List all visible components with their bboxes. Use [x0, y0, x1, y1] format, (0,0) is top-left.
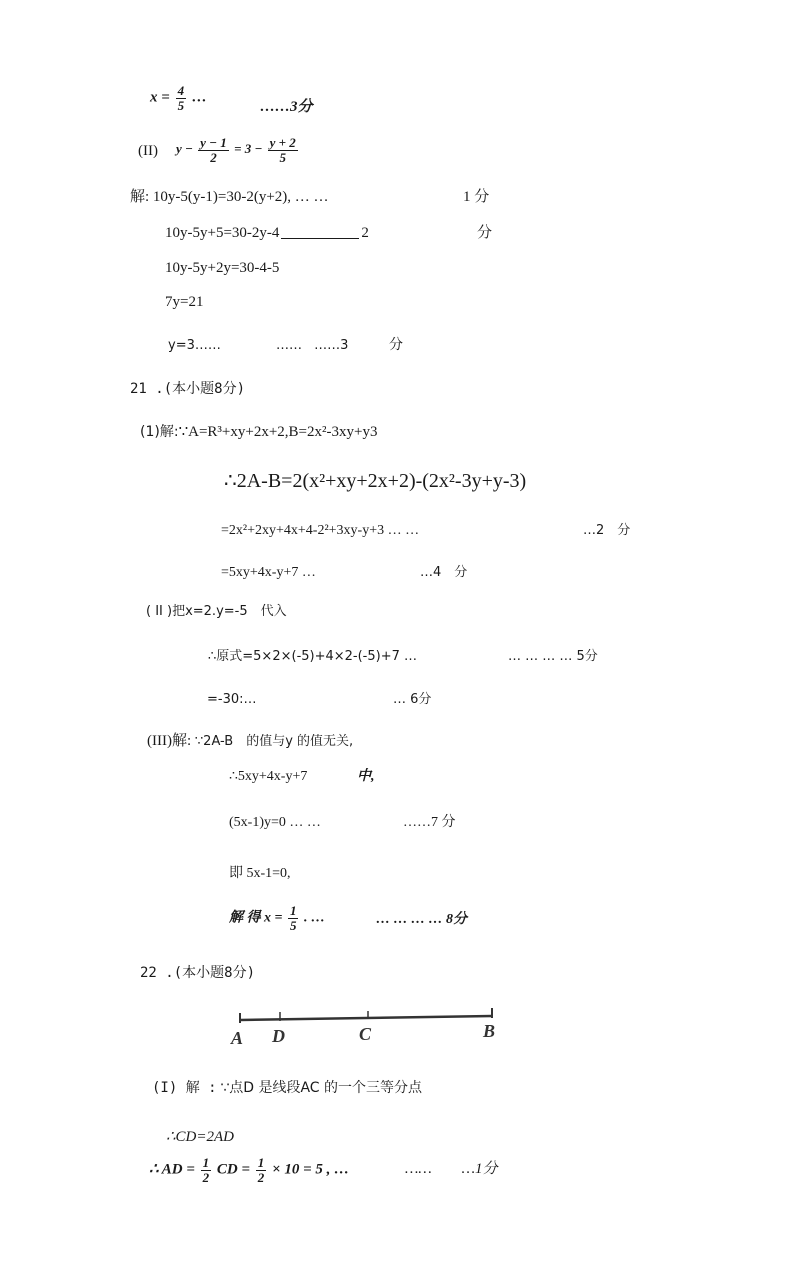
label-c: C: [359, 1024, 372, 1044]
eq-frac1-den: 2: [210, 149, 217, 165]
solution-line-2: [165, 224, 369, 242]
q21-step-2: =5xy+4x-y+7 …: [221, 565, 316, 580]
label-d: D: [272, 1026, 285, 1046]
q21-part3-step-4: [229, 904, 325, 932]
eq-y: y −: [176, 141, 193, 157]
q21-part3-step-4-word: 解 得 x =: [229, 910, 283, 926]
q21-part3-text: ∵2A-B 的值与y 的值无关,: [194, 734, 354, 749]
solution-line-5: y=3……: [168, 338, 221, 353]
q22-cd-line: ∴CD=2AD: [166, 1129, 234, 1145]
q21-title: 21 .(本小题8分): [130, 381, 246, 397]
x-lhs: x =: [150, 89, 170, 106]
x-frac-den: 5: [177, 97, 185, 113]
solution-line-1: [130, 188, 329, 206]
q22-ad-tail: × 10 = 5 , …: [272, 1161, 350, 1178]
q21-part3-prefix: (III)解:: [147, 733, 192, 749]
q21-part3-step-2: (5x-1)y=0 … …: [229, 815, 321, 830]
q21-part3-frac-num: 1: [289, 903, 297, 918]
solution-line-1-text: 10y-5(y-1)=30-2(y+2), … …: [152, 189, 329, 205]
q21-step-2-score: …4 分: [420, 565, 468, 580]
solution-line-5-dots: …… ……3: [276, 338, 349, 353]
q21-expression: ∴2A-B=2(x²+xy+2x+2)-(2x²-3y+y-3): [224, 470, 527, 492]
eq-fraction-2: [268, 136, 298, 164]
eq-frac1-num: y − 1: [200, 135, 227, 150]
q22-ad-mid: CD =: [216, 1161, 251, 1178]
q22-ad-score: …… …1分: [405, 1161, 498, 1177]
q22-ad-frac1-den: 2: [202, 1169, 210, 1185]
answer-blank: [281, 238, 359, 239]
solution-line-4: 7y=21: [165, 294, 204, 310]
q22-ad-fraction-1: [201, 1156, 212, 1184]
x-result-line: [150, 84, 207, 112]
solution-line-3: 10y-5y+2y=30-4-5: [165, 260, 280, 276]
q22-title: 22 .(本小题8分): [140, 965, 256, 981]
q21-part3-step-2-score: ……7 分: [403, 815, 456, 830]
eq-frac2-num: y + 2: [269, 135, 296, 150]
solution-line-2-text: 10y-5y+5=30-2y-4: [165, 225, 280, 241]
eq-frac2-den: 5: [279, 149, 286, 165]
q21-part3-frac-den: 5: [289, 917, 297, 933]
q21-part2-line: ( II )把x=2.y=-5 代入: [146, 604, 287, 619]
q21-part2-result: =-30:…: [207, 692, 257, 707]
solution-label: 解:: [130, 189, 150, 205]
q22-ad-fraction-2: [256, 1156, 267, 1184]
eq-fraction-1: [198, 136, 229, 164]
q21-step-1: =2x²+2xy+4x+4-2²+3xy-y+3 … …: [221, 523, 420, 538]
x-dots: …: [191, 89, 207, 106]
solution-line-2-num: 2: [361, 225, 369, 241]
q22-ad-frac1-num: 1: [202, 1155, 210, 1170]
label-a: A: [231, 1028, 244, 1048]
q21-part2-result-score: … 6分: [393, 692, 432, 707]
q21-part1-prefix: (1)解:: [140, 424, 179, 440]
q21-part2-calc: ∴原式=5×2×(-5)+4×2-(-5)+7 …: [208, 649, 418, 664]
solution-line-2-score: 分: [477, 225, 493, 241]
x-frac-num: 4: [177, 83, 185, 98]
eq-mid: = 3 −: [234, 141, 263, 157]
part2-label: (II): [138, 143, 158, 159]
q21-part2-calc-score: … … … … 5分: [508, 649, 598, 664]
label-b: B: [483, 1021, 496, 1041]
segment-figure: [228, 1003, 508, 1049]
q21-part3-fraction: [288, 904, 299, 932]
q22-ad-line: [149, 1156, 349, 1184]
q21-part1-line: [140, 423, 377, 441]
q21-part1-given: ∵A=R³+xy+2x+2,B=2x²-3xy+y3: [178, 424, 378, 440]
q22-part1-prefix: (I) 解 :: [152, 1080, 217, 1096]
q22-ad-frac2-den: 2: [257, 1169, 265, 1185]
q21-part3-step-1: ∴5xy+4x-y+7: [229, 769, 308, 784]
x-score: ……3分: [260, 99, 313, 115]
q22-part1-line: [152, 1079, 422, 1097]
q21-part3-step-4-tail: . …: [303, 910, 325, 926]
q22-ad-lhs: ∴ AD =: [149, 1161, 195, 1178]
segment-line: [240, 1016, 492, 1020]
solution-line-1-score: 1 分: [463, 189, 490, 205]
solution-line-5-score: 分: [389, 337, 403, 353]
equation-line: [176, 136, 300, 164]
q21-part3-line: [147, 732, 353, 750]
q21-step-1-score: …2 分: [583, 523, 631, 538]
q21-part3-step-1-word: 中,: [357, 769, 375, 784]
q21-part3-step-3: 即 5x-1=0,: [229, 866, 291, 881]
q21-part3-step-4-score: … … … … 8分: [376, 912, 467, 927]
q22-part1-text: ∵点D 是线段AC 的一个三等分点: [220, 1080, 423, 1096]
q22-ad-frac2-num: 1: [257, 1155, 265, 1170]
x-fraction: [176, 84, 187, 112]
